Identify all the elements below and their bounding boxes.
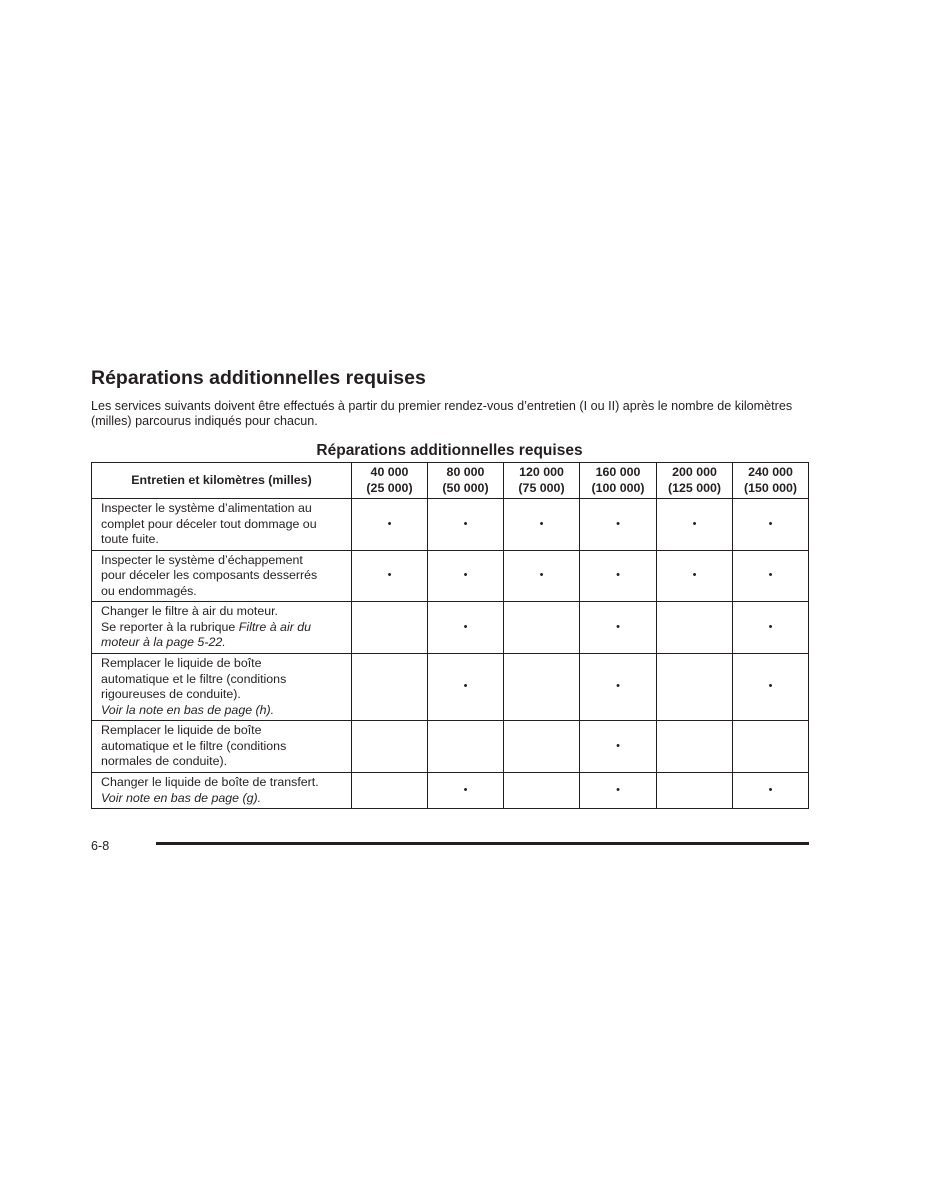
page-number: 6-8 [91, 839, 110, 853]
check-cell [733, 602, 809, 654]
check-bullet: • [463, 620, 468, 633]
check-bullet: • [616, 783, 620, 796]
table-row [92, 773, 809, 809]
check-cell [733, 773, 809, 809]
check-cell [657, 602, 733, 654]
check-cell [580, 550, 657, 602]
check-cell [504, 654, 580, 721]
check-cell [657, 550, 733, 602]
task-line: Changer le liquide de boîte de transfert. [101, 775, 319, 789]
check-cell [657, 773, 733, 809]
task-footnote: Voir la note en bas de page (h). [101, 702, 275, 717]
check-cell [657, 721, 733, 773]
check-bullet: • [768, 783, 773, 796]
task-line: toute fuite. [101, 532, 159, 546]
task-cell [92, 550, 352, 602]
table-row [92, 721, 809, 773]
check-cell [352, 773, 428, 809]
table-header-row [92, 463, 809, 499]
task-cell [92, 602, 352, 654]
check-bullet: • [616, 569, 620, 581]
check-cell [504, 499, 580, 551]
interval-miles: (150 000) [743, 480, 798, 495]
task-line: Changer le filtre à air du moteur. [101, 604, 279, 618]
check-cell [428, 499, 504, 551]
check-cell [733, 499, 809, 551]
task-footnote: Voir note en bas de page (g). [101, 790, 262, 805]
maintenance-table [91, 462, 809, 809]
task-cell [92, 654, 352, 721]
interval-km: 200 000 [672, 465, 717, 479]
interval-km: 120 000 [519, 465, 564, 479]
header-interval [352, 463, 428, 499]
check-bullet: • [692, 569, 697, 581]
check-cell [428, 654, 504, 721]
check-bullet: • [616, 739, 620, 752]
check-cell [428, 773, 504, 809]
check-cell [504, 550, 580, 602]
header-interval [657, 463, 733, 499]
check-cell [504, 721, 580, 773]
check-bullet: • [768, 517, 773, 530]
check-bullet: • [387, 569, 392, 581]
check-cell [504, 602, 580, 654]
interval-km: 40 000 [370, 465, 409, 479]
interval-km: 80 000 [446, 465, 485, 479]
check-bullet: • [539, 517, 544, 530]
task-cell [92, 499, 352, 551]
check-bullet: • [463, 569, 468, 581]
task-line: automatique et le filtre (conditions [101, 671, 287, 686]
interval-km: 160 000 [595, 465, 641, 479]
task-reference: Filtre à air du [238, 619, 312, 634]
check-bullet: • [768, 680, 773, 693]
check-bullet: • [463, 517, 468, 530]
interval-miles: (75 000) [518, 480, 565, 495]
table-title: Réparations additionnelles requises [316, 442, 583, 459]
check-bullet: • [387, 517, 392, 530]
check-cell [580, 654, 657, 721]
task-line: automatique et le filtre (conditions [101, 738, 287, 753]
table-row [92, 654, 809, 721]
table-row [92, 499, 809, 551]
task-line: Se reporter à la rubrique [101, 619, 239, 634]
check-bullet: • [616, 620, 620, 633]
check-cell [657, 499, 733, 551]
check-cell [352, 721, 428, 773]
check-bullet: • [463, 783, 468, 796]
header-interval [733, 463, 809, 499]
check-cell [428, 550, 504, 602]
interval-km: 240 000 [748, 465, 793, 479]
check-cell [352, 550, 428, 602]
footer-rule [156, 842, 809, 845]
task-line: Inspecter le système d’alimentation au [101, 501, 312, 515]
check-cell [352, 654, 428, 721]
check-cell [733, 654, 809, 721]
task-line: Remplacer le liquide de boîte [101, 723, 262, 737]
header-interval [580, 463, 657, 499]
check-cell [352, 602, 428, 654]
table-row [92, 602, 809, 654]
check-bullet: • [539, 569, 544, 581]
task-line: ou endommagés. [101, 583, 197, 598]
check-bullet: • [692, 517, 697, 530]
task-cell [92, 721, 352, 773]
check-cell [580, 721, 657, 773]
check-cell [580, 499, 657, 551]
interval-miles: (125 000) [667, 480, 722, 495]
interval-miles: (25 000) [366, 480, 413, 495]
header-item: Entretien et kilomètres (milles) [92, 463, 352, 499]
section-heading: Réparations additionnelles requises [91, 367, 426, 389]
check-cell [733, 550, 809, 602]
check-bullet: • [768, 620, 773, 633]
check-cell [504, 773, 580, 809]
interval-miles: (100 000) [591, 480, 645, 495]
task-line: Inspecter le système d’échappement [101, 552, 303, 567]
check-bullet: • [616, 680, 620, 693]
check-cell [428, 602, 504, 654]
header-interval [428, 463, 504, 499]
table-row [92, 550, 809, 602]
task-cell [92, 773, 352, 809]
check-cell [580, 773, 657, 809]
check-cell [428, 721, 504, 773]
check-cell [657, 654, 733, 721]
check-cell [352, 499, 428, 551]
check-cell [733, 721, 809, 773]
task-line: rigoureuses de conduite). [101, 687, 241, 701]
interval-miles: (50 000) [442, 480, 489, 495]
intro-paragraph: Les services suivants doivent être effectués à partir du premier rendez-vous d’entretien (I ou II) après le nombre de kilomètres (milles) parcourus indiqués pour chacun. [91, 399, 793, 428]
task-reference: moteur à la page 5-22. [101, 635, 226, 649]
header-interval [504, 463, 580, 499]
check-bullet: • [768, 569, 773, 581]
task-line: Remplacer le liquide de boîte [101, 656, 262, 670]
check-bullet: • [616, 517, 620, 530]
check-bullet: • [463, 680, 468, 693]
task-line: pour déceler les composants desserrés [101, 568, 318, 582]
task-line: normales de conduite). [101, 754, 228, 768]
check-cell [580, 602, 657, 654]
task-line: complet pour déceler tout dommage ou [101, 516, 317, 531]
